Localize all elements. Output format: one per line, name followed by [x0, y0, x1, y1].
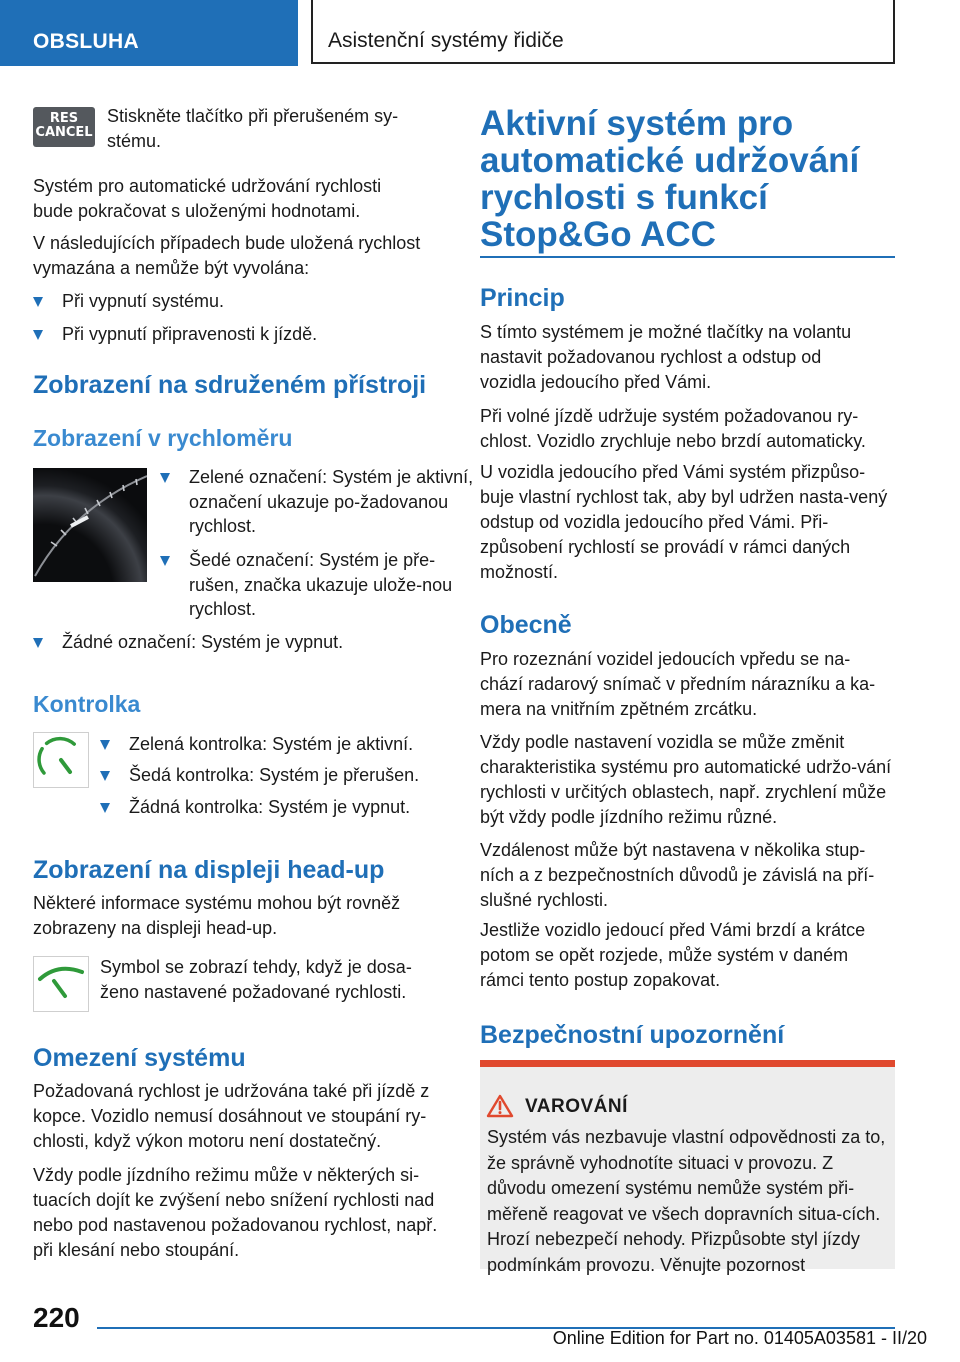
bullet-triangle-icon — [160, 556, 170, 566]
hud-symbol-text: Symbol se zobrazí tehdy, když je dosa-ženo nastavené požadované rychlosti. — [100, 957, 412, 1002]
principle-paragraph-1: S tímto systémem je možné tlačítky na volantu nastavit požadovanou rychlost a odstup od vozidla jedoucího před Vámi. — [480, 322, 852, 392]
warning-text: Systém vás nezbavuje vlastní odpovědnosti za to, že správně vyhodnotíte situaci v provozu. Z důvodu omezení systému nemůže systém při-měřeně reagovat ve všech dopravních situa-cích. Hrozí nebezpečí nehody. Přizpůsobte styl jízdy podmínkám provozu. Věnujte pozornost — [487, 1127, 886, 1275]
section-main-title: Aktivní systém pro automatické udržování rychlosti s funkcí Stop&Go ACC — [480, 104, 860, 254]
general-paragraph-1: Pro rozeznání vozidel jedoucích vpředu se na-chází radarový snímač v předním nárazníku a ka-mera na vnitřním zpětném zrcátku. — [480, 649, 876, 719]
section-tab — [0, 0, 298, 66]
bullet-triangle-icon — [33, 330, 43, 340]
delete-paragraph: V následujících případech bude uložená rychlost vymazána a nemůže být vyvolána: — [33, 233, 421, 278]
list-item: Zelená kontrolka: Systém je aktivní. — [100, 732, 479, 757]
list-item: Šedá kontrolka: Systém je přerušen. — [100, 763, 479, 788]
bullet-triangle-icon — [160, 473, 170, 483]
hud-paragraph: Některé informace systému mohou být rovněž zobrazeny na displeji head-up. — [33, 893, 401, 938]
bullet-triangle-icon — [100, 740, 110, 750]
bullet-triangle-icon — [100, 803, 110, 813]
res-cancel-button-icon — [33, 107, 95, 147]
edition-footer: Online Edition for Part no. 01405A03581 - II/20 — [552, 1328, 927, 1348]
bullet-triangle-icon — [33, 638, 43, 648]
bullet-triangle-icon — [100, 771, 110, 781]
principle-paragraph-3: U vozidla jedoucího před Vámi systém přizpůso-buje vlastní rychlost tak, aby byl udržen nasta-vený odstup od vozidla jedoucího před Vámi. Při-způsobení rychlostí se provádí v rámci daných možností. — [480, 462, 888, 582]
title-underline — [480, 256, 895, 258]
heading-head-up-display: Zobrazení na displeji head-up — [33, 856, 385, 884]
list-item: Žádná kontrolka: Systém je vypnut. — [100, 795, 479, 820]
cancel-label: CANCEL — [35, 125, 93, 140]
chapter-title: Asistenční systémy řidiče — [328, 29, 564, 52]
list-item: Šedé označení: Systém je pře-rušen, značka ukazuje ulože-nou rychlost. — [160, 548, 479, 622]
chapter-tab — [311, 0, 895, 64]
list-item: Zelené označení: Systém je aktivní, označení ukazuje po-žadovanou rychlost. — [160, 465, 479, 539]
page-header — [0, 0, 960, 66]
speedometer-image — [33, 468, 147, 582]
heading-speedometer-display: Zobrazení v rychloměru — [33, 425, 293, 451]
heading-safety: Bezpečnostní upozornění — [480, 1021, 785, 1049]
heading-system-limits: Omezení systému — [33, 1044, 246, 1072]
warning-box — [480, 1060, 895, 1275]
acc-indicator-icon — [33, 732, 89, 788]
warning-title: VAROVÁNÍ — [525, 1096, 628, 1117]
heading-general: Obecně — [480, 611, 572, 639]
general-paragraph-2: Vždy podle nastavení vozidla se může změnit charakteristika systému pro automatické udržo-vání rychlosti v určitých oblastech, např. zrychlení může být vždy podle jízdního režimu různé. — [480, 732, 892, 827]
bullet-triangle-icon — [33, 297, 43, 307]
limits-paragraph-2: Vždy podle jízdního režimu může v některých si-tuacích dojít ke zvýšení nebo snížení rychlosti nad nebo pod nastavenou požadovanou rychlost, např. při klesání nebo stoupání. — [33, 1165, 438, 1260]
limits-paragraph-1: Požadovaná rychlost je udržována také při jízdě z kopce. Vozidlo nemusí dosáhnout ve stoupání ry-chlosti, když výkon motoru není dostatečný. — [33, 1081, 430, 1151]
hud-symbol-icon — [33, 956, 89, 1012]
res-instruction: Stiskněte tlačítko při přerušeném sy-stému. — [107, 106, 399, 151]
heading-principle: Princip — [480, 284, 565, 312]
page-number: 220 — [33, 1302, 80, 1333]
section-title: OBSLUHA — [33, 30, 139, 53]
res-label: RES — [49, 111, 79, 126]
heading-indicator: Kontrolka — [33, 691, 141, 717]
principle-paragraph-2: Při volné jízdě udržuje systém požadovanou ry-chlost. Vozidlo zrychluje nebo brzdí automaticky. — [480, 406, 866, 451]
list-item: Při vypnutí připravenosti k jízdě. — [33, 322, 447, 347]
general-paragraph-3: Vzdálenost může být nastavena v několika stup-ních a z bezpečnostních důvodů je závislá na pří-slušné rychlosti. — [480, 840, 875, 910]
resume-paragraph: Systém pro automatické udržování rychlosti bude pokračovat s uloženými hodnotami. — [33, 176, 382, 221]
heading-cluster-display: Zobrazení na sdruženém přístroji — [33, 371, 427, 399]
warning-triangle-icon — [486, 1094, 514, 1118]
general-paragraph-4: Jestliže vozidlo jedoucí před Vámi brzdí a krátce potom se opět rozjede, může systém v daném rámci tento postup zopakovat. — [480, 920, 866, 990]
list-item: Žádné označení: Systém je vypnut. — [33, 630, 462, 655]
list-item: Při vypnutí systému. — [33, 289, 447, 314]
